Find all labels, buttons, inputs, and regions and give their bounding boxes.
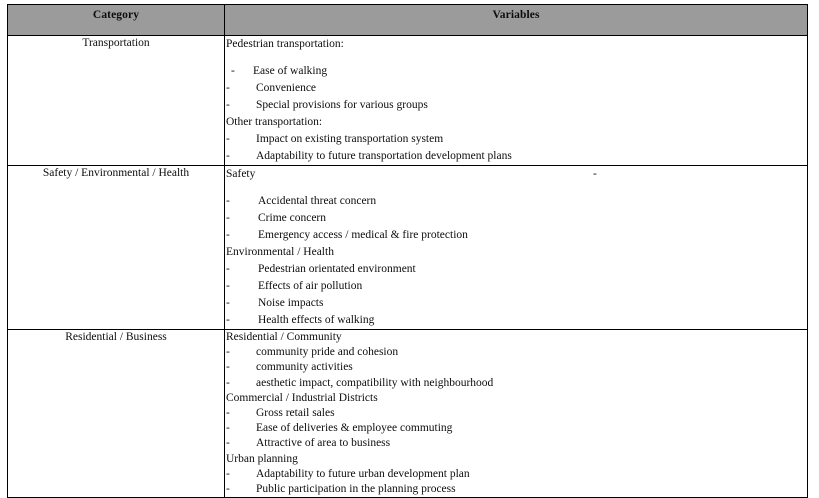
variable-item-label: Pedestrian orientated environment: [258, 263, 416, 275]
bullet-dash-marker: -: [226, 467, 230, 480]
variable-group-heading: Pedestrian transportation:: [226, 38, 344, 50]
category-label: Safety / Environmental / Health: [42, 167, 190, 179]
variable-list-item: [225, 63, 807, 80]
category-cell: [8, 166, 225, 330]
variable-group-heading: Environmental / Health: [226, 246, 334, 258]
variable-item-label: Crime concern: [258, 212, 327, 224]
table-header-row: [8, 5, 808, 36]
variable-group: [225, 452, 807, 498]
variable-group: [225, 244, 807, 329]
category-variables-table: [7, 4, 808, 498]
variable-item-label: Convenience: [256, 82, 317, 94]
variable-list-item: [225, 345, 807, 360]
variable-list-item: [225, 406, 807, 421]
variables-cell: [225, 166, 808, 330]
bullet-dash-marker: -: [226, 314, 230, 326]
variable-list-item: [225, 312, 807, 329]
variable-list-item: [225, 193, 807, 210]
bullet-dash-marker: -: [226, 82, 230, 94]
variable-group: [225, 36, 807, 114]
category-cell: [8, 36, 225, 166]
variable-item-label: community pride and cohesion: [256, 346, 399, 359]
category-label: Transportation: [82, 37, 150, 49]
variable-item-label: Ease of deliveries & employee commuting: [256, 422, 453, 435]
bullet-dash-marker: -: [226, 263, 230, 275]
table-row: [8, 330, 808, 498]
variable-item-label: Impact on existing transportation system: [256, 133, 444, 145]
variable-list-item: [225, 295, 807, 312]
variable-item-label: Adaptability to future transportation development plans: [256, 150, 512, 162]
category-cell: [8, 330, 225, 498]
column-header-category: Category: [8, 5, 225, 36]
variable-item-label: Attractive of area to business: [256, 437, 391, 450]
bullet-dash-marker: -: [231, 65, 235, 77]
bullet-dash-marker: -: [226, 229, 230, 241]
bullet-dash-marker: -: [226, 346, 230, 359]
variable-group-heading: Safety: [226, 168, 256, 180]
variable-list-item: [225, 131, 807, 148]
variable-list-item: [225, 482, 807, 497]
variable-list-item: [225, 278, 807, 295]
variable-list-item: [225, 80, 807, 97]
variable-list-item: [225, 261, 807, 278]
category-label: Residential / Business: [65, 331, 167, 343]
variable-item-label: Public participation in the planning process: [256, 483, 456, 496]
variable-group: [225, 391, 807, 452]
bullet-dash-marker: -: [226, 280, 230, 292]
blank-line: [225, 53, 807, 63]
bullet-dash-marker: -: [226, 483, 230, 496]
bullet-dash-marker: -: [226, 376, 230, 389]
variable-item-label: Adaptability to future urban development plan: [256, 467, 470, 480]
table-row: [8, 166, 808, 330]
variable-list-item: [225, 210, 807, 227]
bullet-dash-marker: -: [226, 297, 230, 309]
bullet-dash-marker: -: [226, 195, 230, 207]
variable-item-label: Special provisions for various groups: [256, 99, 428, 111]
variable-item-label: Ease of walking: [253, 65, 328, 77]
bullet-dash-marker: -: [226, 212, 230, 224]
variable-group: [225, 330, 807, 391]
variable-item-label: Effects of air pollution: [258, 280, 363, 292]
variable-group-heading: Residential / Community: [226, 331, 342, 343]
variable-item-label: Gross retail sales: [256, 407, 335, 420]
bullet-dash-marker: -: [226, 361, 230, 374]
bullet-dash-marker: -: [226, 150, 230, 162]
table-row: [8, 36, 808, 166]
variable-item-label: Noise impacts: [258, 297, 324, 309]
variable-item-label: community activities: [256, 361, 353, 374]
variable-list-item: [225, 360, 807, 375]
variable-list-item: [225, 421, 807, 436]
variable-list-item: [225, 376, 807, 391]
bullet-dash-marker: -: [226, 407, 230, 420]
variables-cell: [225, 36, 808, 166]
variables-cell: [225, 330, 808, 498]
variable-group-heading: Commercial / Industrial Districts: [226, 391, 378, 404]
variable-item-label: aesthetic impact, compatibility with neighbourhood: [256, 376, 494, 389]
bullet-dash-marker: -: [226, 422, 230, 435]
variable-list-item: [225, 97, 807, 114]
stray-dash-marker: -: [593, 168, 597, 180]
table-header: [8, 5, 808, 36]
bullet-dash-marker: -: [226, 99, 230, 111]
variable-list-item: [225, 467, 807, 482]
variable-group: [225, 114, 807, 165]
variable-list-item: [225, 148, 807, 165]
variable-item-label: Accidental threat concern: [258, 195, 377, 207]
variable-group-heading: Urban planning: [226, 452, 298, 465]
blank-line: [225, 183, 807, 193]
variable-item-label: Emergency access / medical & fire protection: [258, 229, 468, 241]
variable-list-item: [225, 227, 807, 244]
column-header-variables: Variables: [225, 5, 808, 36]
table-body: [8, 36, 808, 498]
bullet-dash-marker: -: [226, 133, 230, 145]
variable-group: [225, 166, 807, 244]
bullet-dash-marker: -: [226, 437, 230, 450]
variable-list-item: [225, 436, 807, 451]
variable-item-label: Health effects of walking: [258, 314, 375, 326]
variable-group-heading: Other transportation:: [226, 116, 323, 128]
